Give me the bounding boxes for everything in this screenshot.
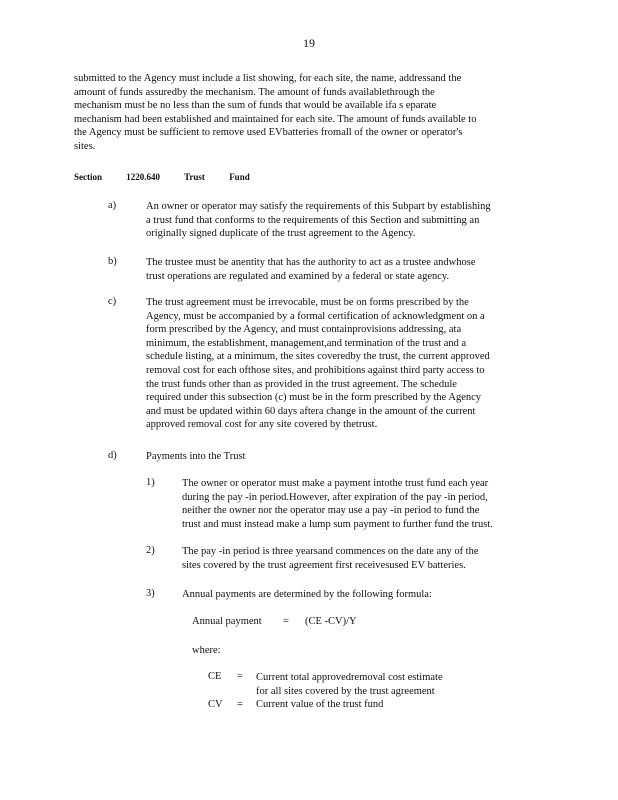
item-d1-label: 1) (146, 477, 155, 488)
text-line: Annual payments are determined by the following formula: (182, 589, 432, 600)
text-line: the Agency must be sufficient to remove used EVbatteries fromall of the owner or operator's (74, 127, 463, 139)
def-cv-symbol: CV (208, 699, 223, 710)
formula-equals: = (283, 616, 289, 627)
item-d3-text (182, 588, 432, 602)
text-line: the trust funds other than as provided in the trust agreement. The schedule (146, 378, 457, 390)
def-ce-equals: = (237, 671, 243, 682)
item-c-text (146, 296, 536, 432)
section-title-1: Trust (184, 172, 205, 182)
item-d2-text (182, 545, 522, 572)
intro-paragraph (74, 72, 536, 154)
item-b-text (146, 256, 534, 283)
item-a-text (146, 200, 534, 241)
text-line: mechanism had been established and maintained for each site. The amount of funds available to (74, 113, 477, 125)
item-d-label: d) (108, 450, 117, 461)
text-line: mechanism must be no less than the sum of funds that would be available ifa s eparate (74, 100, 437, 112)
def-ce-symbol: CE (208, 671, 222, 682)
item-d2-label: 2) (146, 545, 155, 556)
text-line: for all sites covered by the trust agreement (256, 685, 435, 697)
text-line: submitted to the Agency must include a list showing, for each site, the name, addressand the (74, 73, 462, 84)
def-cv-text: Current value of the trust fund (256, 699, 384, 710)
text-line: trust and must instead make a lump sum payment to further fund the trust. (182, 518, 493, 530)
text-line: a trust fund that conforms to the requirements of this Section and submitting an (146, 214, 480, 226)
page-number: 19 (303, 36, 315, 50)
text-line: trust operations are regulated and examined by a federal or state agency. (146, 270, 450, 282)
text-line: neither the owner nor the operator may use a pay -in period to fund the (182, 505, 480, 517)
formula-where: where: (192, 645, 221, 656)
text-line: The pay -in period is three yearsand commences on the date any of the (182, 546, 479, 557)
text-line: The trust agreement must be irrevocable, must be on forms prescribed by the (146, 297, 469, 308)
text-line: required under this subsection (c) must be in the form prescribed by the Agency (146, 392, 482, 404)
text-line: during the pay -in period.However, after expiration of the pay -in period, (182, 491, 488, 503)
section-label: Section (74, 172, 102, 182)
item-d3-label: 3) (146, 588, 155, 599)
text-line: approved removal cost for any site covered by thetrust. (146, 419, 378, 431)
text-line: schedule listing, at a minimum, the sites coveredby the trust, the current approved (146, 351, 490, 363)
text-line: originally signed duplicate of the trust agreement to the Agency. (146, 228, 416, 240)
item-d-title: Payments into the Trust (146, 451, 246, 462)
item-a-label: a) (108, 200, 117, 211)
text-line: form prescribed by the Agency, and must containprovisions addressing, ata (146, 324, 462, 336)
formula-lhs: Annual payment (192, 616, 262, 627)
section-title-2: Fund (229, 172, 250, 182)
text-line: An owner or operator may satisfy the requirements of this Subpart by establishing (146, 201, 491, 212)
formula-rhs: (CE -CV)/Y (305, 616, 357, 627)
text-line: The owner or operator must make a payment intothe trust fund each year (182, 478, 489, 489)
text-line: removal cost for each ofthose sites, and prohibitions against third party access to (146, 364, 485, 376)
item-c-label: c) (108, 296, 117, 307)
text-line: sites. (74, 140, 96, 152)
section-number: 1220.640 (126, 172, 160, 182)
text-line: The trustee must be anentity that has the authority to act as a trustee andwhose (146, 257, 476, 268)
text-line: Current total approvedremoval cost estimate (256, 672, 443, 683)
text-line: and must be updated within 60 days aftera change in the amount of the current (146, 405, 476, 417)
section-heading (74, 172, 272, 182)
item-d1-text (182, 477, 534, 531)
def-ce-text (256, 671, 443, 698)
text-line: amount of funds assuredby the mechanism. The amount of funds availablethrough the (74, 86, 435, 98)
text-line: Agency, must be accompanied by a formal certification of acknowledgment on a (146, 310, 485, 322)
item-b-label: b) (108, 256, 117, 267)
def-cv-equals: = (237, 699, 243, 710)
text-line: sites covered by the trust agreement first receivesused EV batteries. (182, 559, 466, 571)
text-line: minimum, the establishment, management,and termination of the trust and a (146, 337, 467, 349)
